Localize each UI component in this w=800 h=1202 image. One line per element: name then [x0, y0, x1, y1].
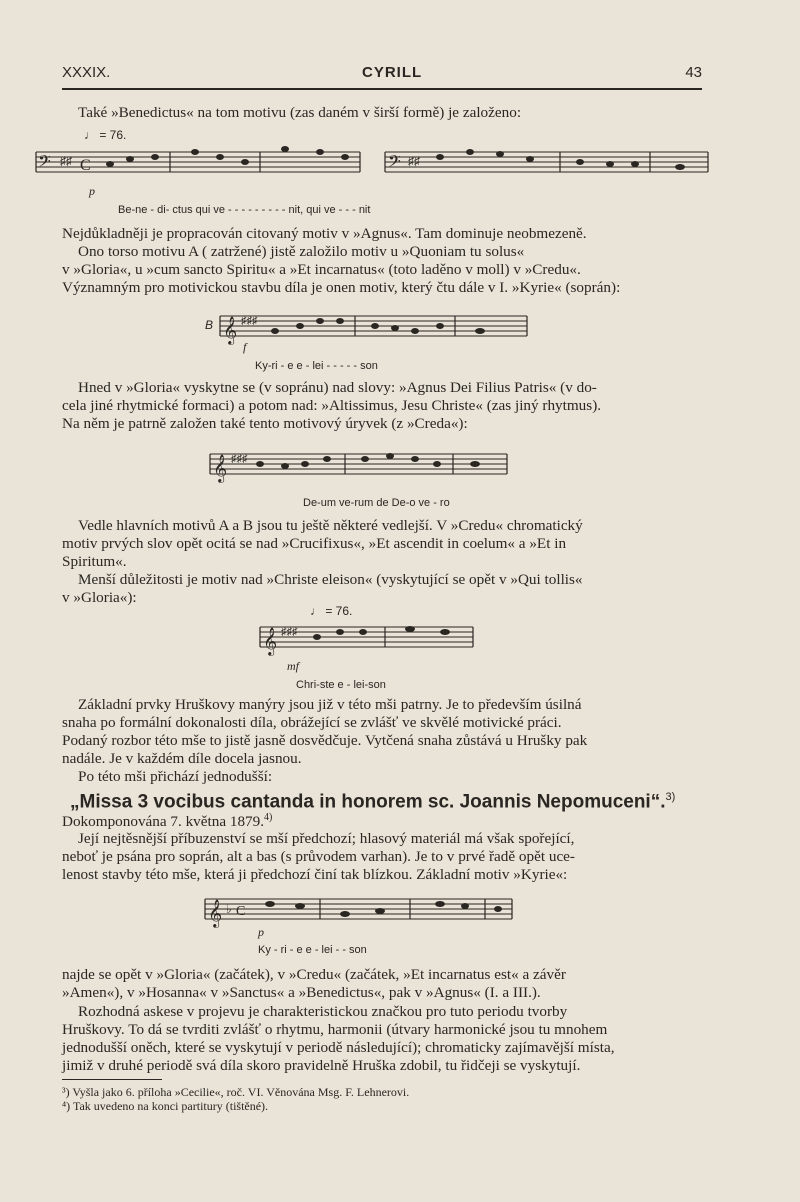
svg-text:C: C [80, 157, 91, 174]
paragraph-line: neboť je psána pro soprán, alt a bas (s průvodem varhan). Je to v prvé řadě opět uce- [62, 848, 575, 865]
dynamic-marking: p [258, 925, 264, 939]
page-number: 43 [685, 64, 702, 81]
svg-text:𝄞: 𝄞 [213, 456, 228, 482]
paragraph-line: Spiritum«. [62, 553, 127, 570]
paragraph-line: Základní prvky Hruškovy manýry jsou již v této mši patrny. Je to především úsilná [78, 696, 582, 713]
music-staff-2 [215, 302, 545, 352]
dynamic-marking: p [89, 184, 95, 198]
completion-date: Dokomponována 7. května 1879. [62, 813, 265, 831]
svg-text:♯♯♯: ♯♯♯ [231, 453, 248, 465]
music-staff-1 [0, 140, 700, 200]
lyrics-line: Chri-ste e - lei-son [296, 679, 386, 691]
paragraph-line: nadále. Je v každém díle docela jasnou. [62, 750, 302, 767]
svg-text:𝄢: 𝄢 [38, 153, 51, 175]
paragraph-line: Významným pro motivickou stavbu díla je onen motiv, který čtu dále v I. »Kyrie« (soprán): [62, 279, 621, 296]
svg-text:C: C [236, 904, 246, 919]
music-staff-3 [205, 440, 525, 490]
paragraph-line: Podaný rozbor této mše to jistě jasně dosvědčuje. Vytčená snaha zůstává u Hrušky pak [62, 732, 588, 749]
paragraph-line: Také »Benedictus« na tom motivu (zas daném v širší formě) je založeno: [78, 104, 522, 121]
paragraph-line: Vedle hlavních motivů A a B jsou tu ještě některé vedlejší. V »Credu« chromatický [78, 517, 583, 534]
svg-text:♯♯♯: ♯♯♯ [241, 315, 258, 327]
paragraph-line: Menší důležitosti je motiv nad »Christe eleison« (vyskytující se opět v »Qui tollis« [78, 571, 583, 588]
music-staff-5 [200, 885, 520, 935]
svg-text:♯♯: ♯♯ [60, 154, 72, 168]
paragraph-line: Na něm je patrně založen také tento motivový úryvek (z »Creda«): [62, 415, 468, 432]
lyrics-line: Ky-ri - e e - lei - - - - - son [255, 360, 378, 372]
mass-title-text: „Missa 3 vocibus cantanda in honorem sc. Joannis Nepomuceni“. [70, 791, 666, 813]
footnote-ref: 3) [665, 791, 676, 803]
svg-text:𝄞: 𝄞 [223, 318, 238, 344]
dynamic-marking: mf [287, 659, 299, 673]
svg-text:𝄞: 𝄞 [263, 629, 278, 655]
svg-text:𝄢: 𝄢 [388, 153, 401, 175]
music-staff-4 [255, 613, 485, 663]
lyrics-line: De-um ve-rum de De-o ve - ro [303, 497, 450, 509]
footnote-ref: 4) [264, 812, 273, 823]
paragraph-line [62, 809, 707, 832]
paragraph-line: snaha po formální dokonalosti díla, obrážející se zvlášť ve skvělé motivické práci. [62, 714, 562, 731]
paragraph-line: Nejdůkladněji je propracován citovaný motiv v »Agnus«. Tam dominuje neobmezeně. [62, 225, 587, 242]
tempo-marking: ♩ = 76. [84, 128, 127, 142]
footnote-4: ⁴) Tak uvedeno na konci partitury (tištěné). [62, 1099, 269, 1113]
chapter-number: XXXIX. [62, 64, 111, 81]
svg-text:♭: ♭ [226, 902, 232, 916]
paragraph-line: jimiž v druhé periodě svá díla skoro pravidelně Hruška zdobil, tu řidčeji se vyskytují. [62, 1057, 581, 1074]
paragraph-line: motiv prvých slov opět ocitá se nad »Crucifixus«, »Et ascendit in coelum« a »Et in [62, 535, 567, 552]
paragraph-line: Hruškovy. To dá se tvrditi zvlášť o rhytmu, harmonii (útvary harmonické jsou tu mnohem [62, 1021, 608, 1038]
paragraph-line: Hned v »Gloria« vyskytne se (v sopránu) nad slovy: »Agnus Dei Filius Patris« (v do- [78, 379, 597, 396]
footnote-divider [62, 1079, 162, 1080]
paragraph-line: v »Gloria«, u »cum sancto Spiritu« a »Et incarnatus« (toto laděno v moll) v »Credu«. [62, 261, 581, 278]
lyrics-line: Be-ne - di- ctus qui ve - - - - - - - - - nit, qui ve - - - nit [118, 204, 371, 216]
footnote-3: ³) Vyšla jako 6. příloha »Cecilie«, roč. VI. Věnována Msg. F. Lehnerovi. [62, 1085, 410, 1099]
paragraph-line: Ono torso motivu A ( zatržené) jistě založilo motiv u »Quoniam tu solus« [78, 243, 525, 260]
paragraph-line: Po této mši přichází jednodušší: [78, 768, 273, 785]
svg-text:♯♯♯: ♯♯♯ [281, 626, 298, 638]
svg-text:𝄞: 𝄞 [208, 901, 223, 927]
lyrics-line: Ky - ri - e e - lei - - son [258, 944, 367, 956]
header-title: CYRILL [362, 64, 423, 81]
paragraph-line: jednodušší oněch, které se vyskytují v periodě následující); chromaticky zajímavější místa, [62, 1039, 615, 1056]
tempo-marking: ♩ = 76. [310, 604, 353, 618]
paragraph-line: v »Gloria«): [62, 589, 137, 606]
running-header [62, 64, 702, 90]
paragraph-line: cela jiné rhytmické formaci) a potom nad: »Altissimus, Jesu Christe« (zas jiný rhytmus). [62, 397, 602, 414]
svg-text:♯♯: ♯♯ [408, 154, 420, 168]
paragraph-line: najde se opět v »Gloria« (začátek), v »Credu« (začátek, »Et incarnatus est« a závěr [62, 966, 566, 983]
motif-label: B [205, 318, 214, 332]
paragraph-line: »Amen«), v »Hosanna« v »Sanctus« a »Benedictus«, pak v »Agnus« (I. a III.). [62, 984, 541, 1001]
dynamic-marking: f [243, 340, 247, 354]
paragraph-line: Její nejtěsnější příbuzenství se mší předchozí; hlasový materiál má však spořející, [78, 830, 575, 847]
paragraph-line: Rozhodná askese v projevu je charakteristickou značkou pro tuto periodu tvorby [78, 1003, 568, 1020]
paragraph-line: lenost stavby této mše, která ji předchozí činí tak blízkou. Základní motiv »Kyrie«: [62, 866, 568, 883]
